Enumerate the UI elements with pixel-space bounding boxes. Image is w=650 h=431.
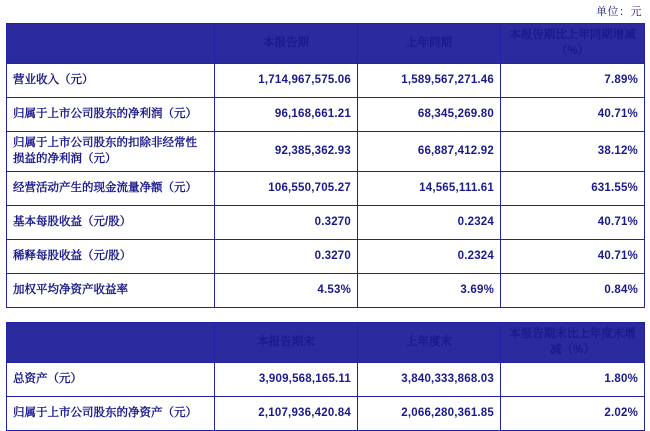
row-label: 归属于上市公司股东的净利润（元） xyxy=(7,98,215,132)
row-previous-value: 66,887,412.92 xyxy=(358,132,501,172)
row-label: 归属于上市公司股东的扣除非经常性损益的净利润（元） xyxy=(7,132,215,172)
row-label: 加权平均净资产收益率 xyxy=(7,274,215,308)
unit-note: 单位：元 xyxy=(596,6,642,18)
row-change-value: 2.02% xyxy=(501,397,645,431)
row-previous-value: 3,840,333,868.03 xyxy=(358,363,501,397)
header-cell-change: 本报告期末比上年度末增减（%） xyxy=(501,323,645,363)
header-cell-previous-period: 上年同期 xyxy=(358,24,501,64)
row-label: 稀释每股收益（元/股） xyxy=(7,240,215,274)
row-current-value: 2,107,936,420.84 xyxy=(215,397,358,431)
row-previous-value: 0.2324 xyxy=(358,240,501,274)
row-change-value: 38.12% xyxy=(501,132,645,172)
header-cell-blank xyxy=(7,323,215,363)
table-row xyxy=(7,240,645,274)
table-spacer xyxy=(0,308,650,322)
table-row xyxy=(7,172,645,206)
row-previous-value: 2,066,280,361.85 xyxy=(358,397,501,431)
header-cell-current-period: 本报告期 xyxy=(215,24,358,64)
row-previous-value: 14,565,111.61 xyxy=(358,172,501,206)
row-previous-value: 0.2324 xyxy=(358,206,501,240)
row-current-value: 3,909,568,165.11 xyxy=(215,363,358,397)
table-row xyxy=(7,274,645,308)
row-change-value: 7.89% xyxy=(501,64,645,98)
row-current-value: 96,168,661.21 xyxy=(215,98,358,132)
row-previous-value: 68,345,269.80 xyxy=(358,98,501,132)
period-financials-table xyxy=(6,23,645,308)
row-change-value: 40.71% xyxy=(501,240,645,274)
row-change-value: 631.55% xyxy=(501,172,645,206)
balance-sheet-table xyxy=(6,322,645,431)
row-previous-value: 3.69% xyxy=(358,274,501,308)
header-cell-last-year-end: 上年度末 xyxy=(358,323,501,363)
row-current-value: 92,385,362.93 xyxy=(215,132,358,172)
row-label: 基本每股收益（元/股） xyxy=(7,206,215,240)
row-label: 经营活动产生的现金流量净额（元） xyxy=(7,172,215,206)
table-header-row xyxy=(7,24,645,64)
table-header-row xyxy=(7,323,645,363)
table-row xyxy=(7,64,645,98)
row-label: 归属于上市公司股东的净资产（元） xyxy=(7,397,215,431)
row-change-value: 40.71% xyxy=(501,206,645,240)
header-cell-change: 本报告期比上年同期增减（%） xyxy=(501,24,645,64)
row-label: 总资产（元） xyxy=(7,363,215,397)
table-row xyxy=(7,132,645,172)
table-row xyxy=(7,397,645,431)
row-current-value: 1,714,967,575.06 xyxy=(215,64,358,98)
table-row xyxy=(7,206,645,240)
row-change-value: 40.71% xyxy=(501,98,645,132)
row-current-value: 0.3270 xyxy=(215,206,358,240)
row-current-value: 0.3270 xyxy=(215,240,358,274)
header-cell-blank xyxy=(7,24,215,64)
row-change-value: 0.84% xyxy=(501,274,645,308)
header-cell-period-end: 本报告期末 xyxy=(215,323,358,363)
table-row xyxy=(7,363,645,397)
row-previous-value: 1,589,567,271.46 xyxy=(358,64,501,98)
row-current-value: 4.53% xyxy=(215,274,358,308)
row-label: 营业收入（元） xyxy=(7,64,215,98)
row-change-value: 1.80% xyxy=(501,363,645,397)
row-current-value: 106,550,705.27 xyxy=(215,172,358,206)
table-row xyxy=(7,98,645,132)
